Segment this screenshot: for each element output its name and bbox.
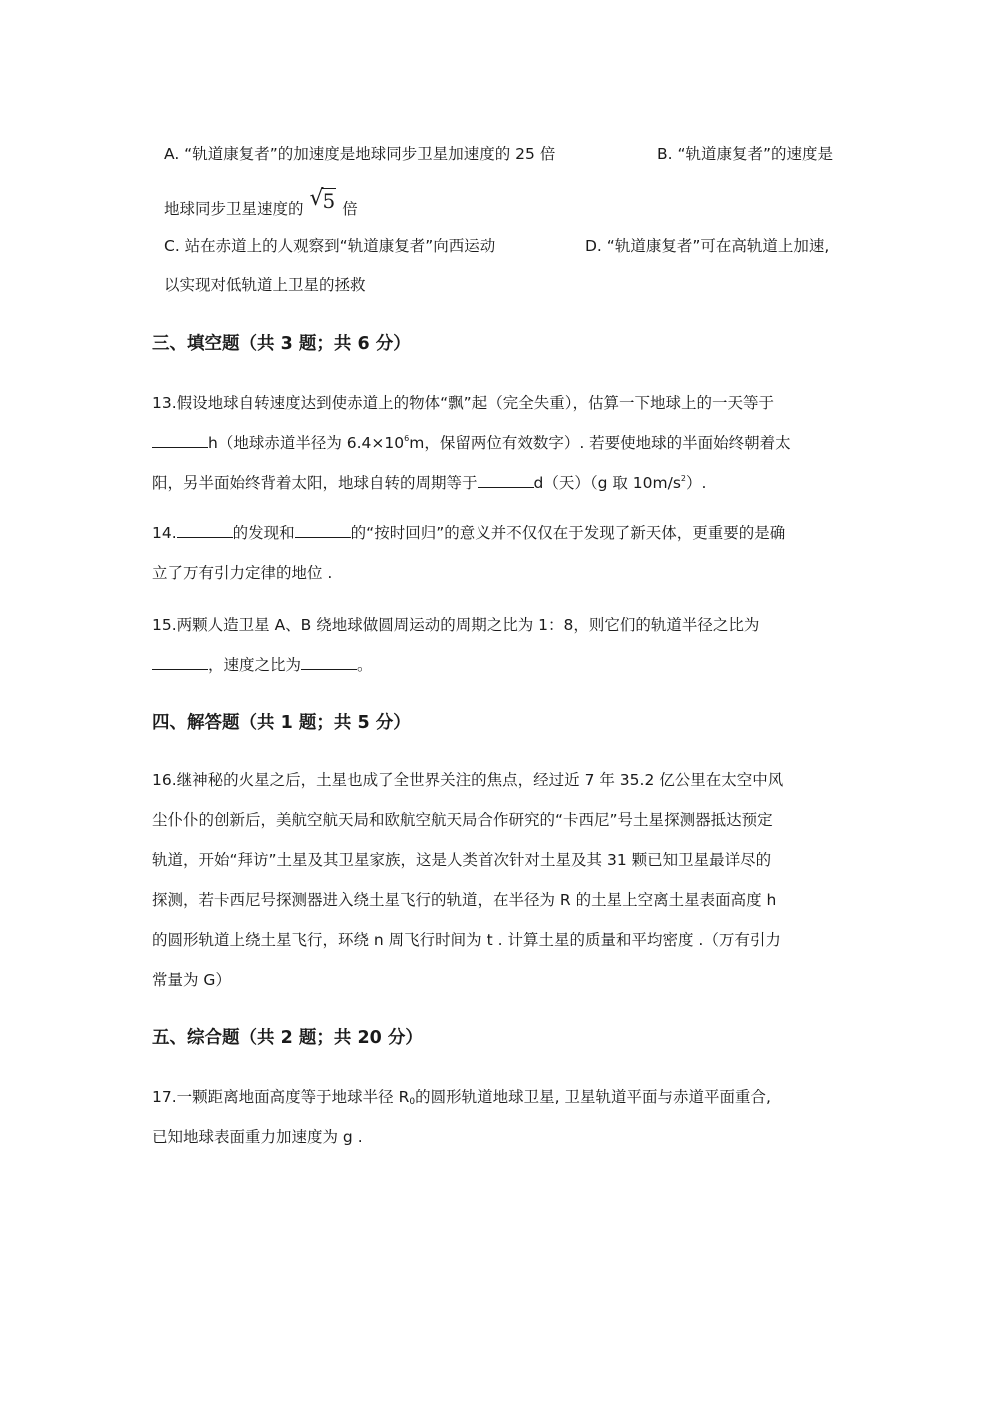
question-13-line2 <box>152 433 791 453</box>
question-14-text: 的发现和 <box>232 524 295 542</box>
question-14-line2 <box>152 563 332 583</box>
question-17-line1 <box>152 1087 771 1107</box>
question-17-text: 17.一颗距离地面高度等于地球半径 R <box>152 1088 410 1106</box>
question-17-text: 已知地球表面重力加速度为 g . <box>152 1128 363 1146</box>
option-b-continued <box>164 186 358 219</box>
question-15-text: 。 <box>357 656 373 674</box>
question-16-line: 常量为 G） <box>152 971 231 989</box>
question-13-text: ）. <box>686 474 707 492</box>
question-14-text: 立了万有引力定律的地位 . <box>152 564 333 582</box>
question-13-line1 <box>152 393 774 413</box>
option-a <box>164 144 555 164</box>
answer-blank[interactable] <box>301 655 357 670</box>
section-heading-fill-in: 三、填空题（共 3 题；共 6 分） <box>152 334 411 354</box>
option-a-text: A. “轨道康复者”的加速度是地球同步卫星加速度的 25 倍 <box>164 145 556 163</box>
question-16-line: 轨道，开始“拜访”土星及其卫星家族，这是人类首次针对土星及其 31 颗已知卫星最详尽的 <box>152 851 772 869</box>
question-16-line: 的圆形轨道上绕土星飞行，环绕 n 周飞行时间为 t . 计算土星的质量和平均密度 .（万有引力 <box>152 931 781 949</box>
question-15-line2 <box>152 655 373 675</box>
question-13-text: 阳，另半面始终背着太阳，地球自转的周期等于 <box>152 474 478 492</box>
question-15-line1 <box>152 615 759 635</box>
question-14-text: 14. <box>152 524 177 542</box>
question-13-text: m，保留两位有效数字）. 若要使地球的半面始终朝着太 <box>409 434 791 452</box>
radical-sign-icon: √ <box>309 186 324 211</box>
option-d-text-line2: 以实现对低轨道上卫星的拯救 <box>164 276 366 294</box>
question-14-line1 <box>152 523 785 543</box>
question-13-text: h（地球赤道半径为 6.4×10 <box>208 434 405 452</box>
question-15-text: ，速度之比为 <box>208 656 302 674</box>
exponent: 2 <box>680 474 687 483</box>
question-17-line2 <box>152 1127 363 1147</box>
question-17-text: 的圆形轨道地球卫星, 卫星轨道平面与赤道平面重合, <box>415 1088 771 1106</box>
question-13-text: d（天）（g 取 10m/s <box>533 474 681 492</box>
option-c-text: C. 站在赤道上的人观察到“轨道康复者”向西运动 <box>164 237 496 255</box>
section-heading-comprehensive: 五、综合题（共 2 题；共 20 分） <box>152 1028 423 1048</box>
question-16-line: 16.继神秘的火星之后，土星也成了全世界关注的焦点，经过近 7 年 35.2 亿公里在太空中风 <box>152 771 784 789</box>
option-b-text-line2: 地球同步卫星速度的 <box>164 200 304 218</box>
answer-blank[interactable] <box>152 433 208 448</box>
option-d-continued <box>164 275 366 295</box>
question-15-text: 15.两颗人造卫星 A、B 绕地球做圆周运动的周期之比为 1：8，则它们的轨道半径之比为 <box>152 616 760 634</box>
option-b-text-line1: B. “轨道康复者”的速度是 <box>657 145 834 163</box>
answer-blank[interactable] <box>478 473 534 488</box>
exponent: 6 <box>404 434 410 443</box>
question-14-text: 的“按时回归”的意义并不仅仅在于发现了新天体，更重要的是确 <box>350 524 786 542</box>
answer-blank[interactable] <box>177 523 233 538</box>
sqrt-radicand: 5 <box>322 189 336 213</box>
question-16-line: 探测，若卡西尼号探测器进入绕土星飞行的轨道，在半径为 R 的土星上空离土星表面高度 h <box>152 891 777 909</box>
sqrt-expression <box>309 186 337 213</box>
option-b-suffix: 倍 <box>342 200 358 218</box>
subscript: 0 <box>409 1097 416 1107</box>
question-13-text: 13.假设地球自转速度达到使赤道上的物体“飘”起（完全失重），估算一下地球上的一天等于 <box>152 394 774 412</box>
answer-blank[interactable] <box>152 655 208 670</box>
question-16-line: 尘仆仆的创新后，美航空航天局和欧航空航天局合作研究的“卡西尼”号土星探测器抵达预定 <box>152 811 773 829</box>
option-d-text-line1: D. “轨道康复者”可在高轨道上加速, <box>585 237 830 255</box>
option-d <box>585 236 829 256</box>
option-c <box>164 236 495 256</box>
section-heading-solve: 四、解答题（共 1 题；共 5 分） <box>152 713 411 733</box>
answer-blank[interactable] <box>295 523 351 538</box>
option-b <box>657 144 833 164</box>
question-13-line3 <box>152 473 706 493</box>
